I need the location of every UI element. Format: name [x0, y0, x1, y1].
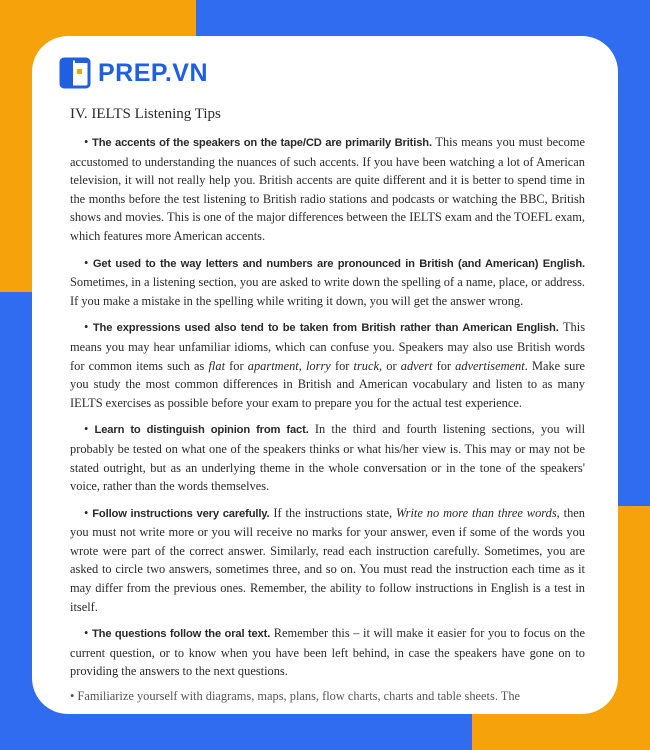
example-word: flat — [208, 358, 226, 373]
example-word: advertisement — [455, 358, 525, 373]
tip-lead: The questions follow the oral text. — [91, 628, 271, 641]
tip-body: This means you must become accustomed to understanding the nuances of such accents. If you have been watching a lot of American television, it will not really help you. British accents are quite different and it is better to spend time in the months before the test listening to British radio stations and podcasts or watching the BBC, British shows and movies. This is one of the major differences between the IELTS exam and the TOEFL exam, which features more American accents. — [70, 135, 585, 243]
tip-lead: Learn to distinguish opinion from fact. — [94, 424, 309, 437]
tip-lead: Get used to the way letters and numbers are pronounced in British (and American) English. — [92, 257, 586, 270]
brand-name: PREP.VN — [98, 58, 209, 87]
tip-lead: The expressions used also tend to be taken from British rather than American English. — [92, 322, 559, 335]
document-card — [32, 36, 618, 714]
cutoff-line — [70, 689, 585, 704]
cutoff-text: • Familiarize yourself with diagrams, maps, plans, flow charts, charts and table sheets. The — [70, 689, 521, 704]
tip-body: for — [330, 358, 354, 373]
tip-body: Sometimes, in a listening section, you are asked to write down the spelling of a name, place, or address. If you make a mistake in the spelling while writing it down, you will get the answer wrong. — [70, 275, 585, 308]
tip-paragraph: • The accents of the speakers on the tape/CD are primarily British. This means you must become accustomed to understanding the nuances of such accents. If you have been watching a lot of American television, it will not really help you. British accents are quite different and it is better to spend time in the months before the test listening to British radio stations and podcasts or watching the BBC, British shows and movies. This is one of the major differences between the IELTS exam and the TOEFL exam, which features more American accents. — [70, 135, 585, 243]
tip-paragraph: • Learn to distinguish opinion from fact. In the third and fourth listening sections, you will probably be tested on what one of the speakers thinks or what his/her view is. This may or may not be stated outright, but as an underlying theme in the whole conversation or in the tone of the speakers' voice, rather than the words themselves. — [70, 422, 586, 494]
tip-body: for — [225, 358, 248, 373]
tip-paragraph: • The expressions used also tend to be taken from British rather than American English. This means you may hear unfamiliar idioms, which can confuse you. Speakers may also use British words for common items such as flat for apartment, lorry for truck, or advert for advertisement. Make sure you study the most common differences in British and American vocabulary and listen to as many IELTS exercises as possible before your exam to prepare you for the actual test experience. — [70, 320, 586, 410]
example-word: truck — [353, 358, 380, 373]
tip-body: for — [432, 358, 456, 373]
tip-paragraph: • The questions follow the oral text. Remember this – it will make it easier for you to focus on the current question, or to know when you have been left behind, in case the speakers have gone on to providing the answers to the next questions. — [70, 626, 585, 679]
tip-body: In the third and fourth listening sections, you will probably be tested on what one of the speakers thinks or what his/her view is. This may or may not be stated outright, but as an underlying theme in the whole conversation or in the tone of the speakers' voice, rather than the words themselves. — [70, 422, 586, 494]
example-word: lorry — [305, 358, 331, 373]
background-blue-stripe — [196, 0, 650, 36]
prep-logo-icon — [60, 58, 90, 88]
tip-lead: The accents of the speakers on the tape/CD are primarily British. — [92, 137, 432, 149]
tip-paragraph: • Follow instructions very carefully. If the instructions state, Write no more than three words, then you must not write more or you will receive no marks for your answer, even if some of the words you wrote were part of the correct answer. Similarly, read each instruction carefully. Sometimes, you are asked to circle two answers, sometimes three, and so on. You must read the instruction each time as it may differ from the previous ones. Remember, the ability to follow instructions in English is a test in itself. — [70, 505, 585, 614]
tip-body: . Make sure you study the most common differences in British and American vocabulary and listen to as many IELTS exercises as possible before your exam to prepare you for the actual test experience. — [70, 358, 585, 410]
tip-body: , then you must not write more or you will receive no marks for your answer, even if some of the words you wrote were part of the correct answer. Similarly, read each instruction carefully. Sometimes, you are asked to circle two answers, sometimes three, and so on. You must read the instruction each time as it may differ from the previous ones. Remember, the ability to follow instructions in English is a test in itself. — [70, 505, 585, 614]
section-title: IV. IELTS Listening Tips — [70, 106, 221, 122]
example-word: advert — [400, 358, 433, 373]
tip-body: Remember this – it will make it easier for you to focus on the current question, or to know when you have been left behind, in case the speakers have gone on to providing the answers to the next questions. — [70, 626, 585, 679]
tip-paragraph: • Get used to the way letters and numbers are pronounced in British (and American) English. Sometimes, in a listening section, you are asked to write down the spelling of a name, place, or address. If you make a mistake in the spelling while writing it down, you will get the answer wrong. — [70, 255, 586, 308]
scanned-page — [70, 106, 585, 706]
example-word: apartment — [247, 358, 299, 373]
brand-logo[interactable] — [60, 58, 208, 88]
tip-body: , or — [379, 358, 401, 373]
tip-body: , — [298, 358, 306, 373]
instruction-example: Write no more than three words — [396, 505, 557, 520]
tip-body: This means you may hear unfamiliar idioms, which can confuse you. Speakers may also use British words for common items such as — [70, 320, 586, 373]
tip-lead: Follow instructions very carefully. — [92, 507, 270, 520]
tip-body: If the instructions state, — [269, 505, 397, 520]
